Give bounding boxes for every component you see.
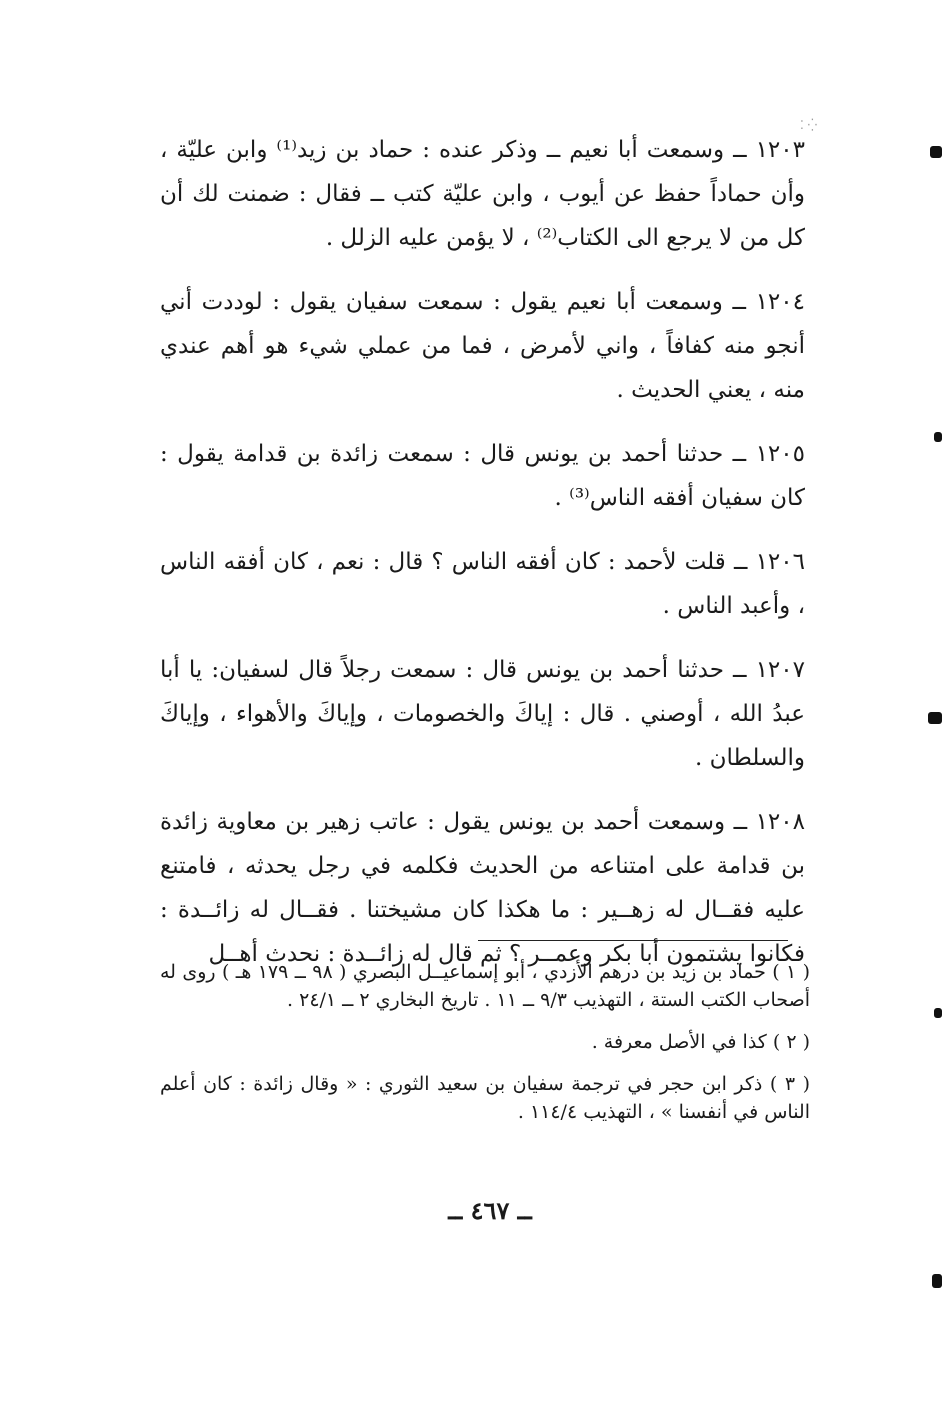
paragraph-1207: ١٢٠٧ ــ حدثنا أحمد بن يونس قال : سمعت رجلاً قال لسفيان: يا أبا عبدُ الله ، أوصني . قال : إياكَ والخصومات ، وإياكَ والأهواء ، وإياكَ والسلطان . <box>160 657 805 771</box>
paragraph-1204: ١٢٠٤ ــ وسمعت أبا نعيم يقول : سمعت سفيان يقول : لوددت أني أنجو منه كفافاً ، واني لأمرض ، فما من عملي شيء هو أهم عندي منه ، يعني الحديث . <box>160 289 805 403</box>
footnote-divider <box>478 940 788 941</box>
binding-hole-mark <box>934 1008 942 1018</box>
footnote-2: ( ٢ ) كذا في الأصل معرفة . <box>591 1031 810 1053</box>
binding-hole-mark <box>928 712 942 724</box>
paragraph-1203: ١٢٠٣ ــ وسمعت أبا نعيم ــ وذكر عنده : حماد بن زيد⁽¹⁾ وابن عليّة ، وأن حماداً حفظ عن أيوب ، وابن عليّة كتب ــ فقال : ضمنت لك أن كل من لا يرجع الى الكتاب⁽²⁾ ، لا يؤمن عليه الزلل . <box>160 137 805 251</box>
footnote-3: ( ٣ ) ذكر ابن حجر في ترجمة سفيان بن سعيد الثوري : « وقال زائدة : كان أعلم الناس في أنفسنا » ، التهذيب ١١٤/٤ . <box>160 1073 810 1123</box>
binding-hole-mark <box>934 432 942 442</box>
page-number: ــ ٤٦٧ ــ <box>448 1196 532 1225</box>
paragraph-1205: ١٢٠٥ ــ حدثنا أحمد بن يونس قال : سمعت زائدة بن قدامة يقول : كان سفيان أفقه الناس⁽³⁾ . <box>160 441 805 511</box>
binding-hole-mark <box>932 1274 942 1288</box>
footnote-1: ( ١ ) حماد بن زيد بن درهم الأزدي ، أبو إسماعيــل البصري ( ٩٨ ــ ١٧٩ هـ ) روى له أصحاب الكتب الستة ، التهذيب ٩/٣ ــ ١١ . تاريخ البخاري ٢ ــ ٢٤/١ . <box>160 961 810 1011</box>
paragraph-1206: ١٢٠٦ ــ قلت لأحمد : كان أفقه الناس ؟ قال : نعم ، كان أفقه الناس ، وأعبد الناس . <box>160 549 805 619</box>
main-text <box>160 128 805 996</box>
binding-hole-mark <box>930 146 942 158</box>
footnotes <box>160 958 810 1140</box>
paragraph-1208: ١٢٠٨ ــ وسمعت أحمد بن يونس يقول : عاتب زهير بن معاوية زائدة بن قدامة على امتناعه من الحديث فكلمه في رجل يحدثه ، فامتنع عليه فقــال له زهــير : ما هكذا كان مشيختنا . فقــال له زائــدة : فكانوا يشتمون أبا بكر وعمــر ؟ ثم قال له زائــدة : نحدث أهــل <box>160 809 806 967</box>
scan-speck: ⁚ ⁛ <box>800 118 818 132</box>
